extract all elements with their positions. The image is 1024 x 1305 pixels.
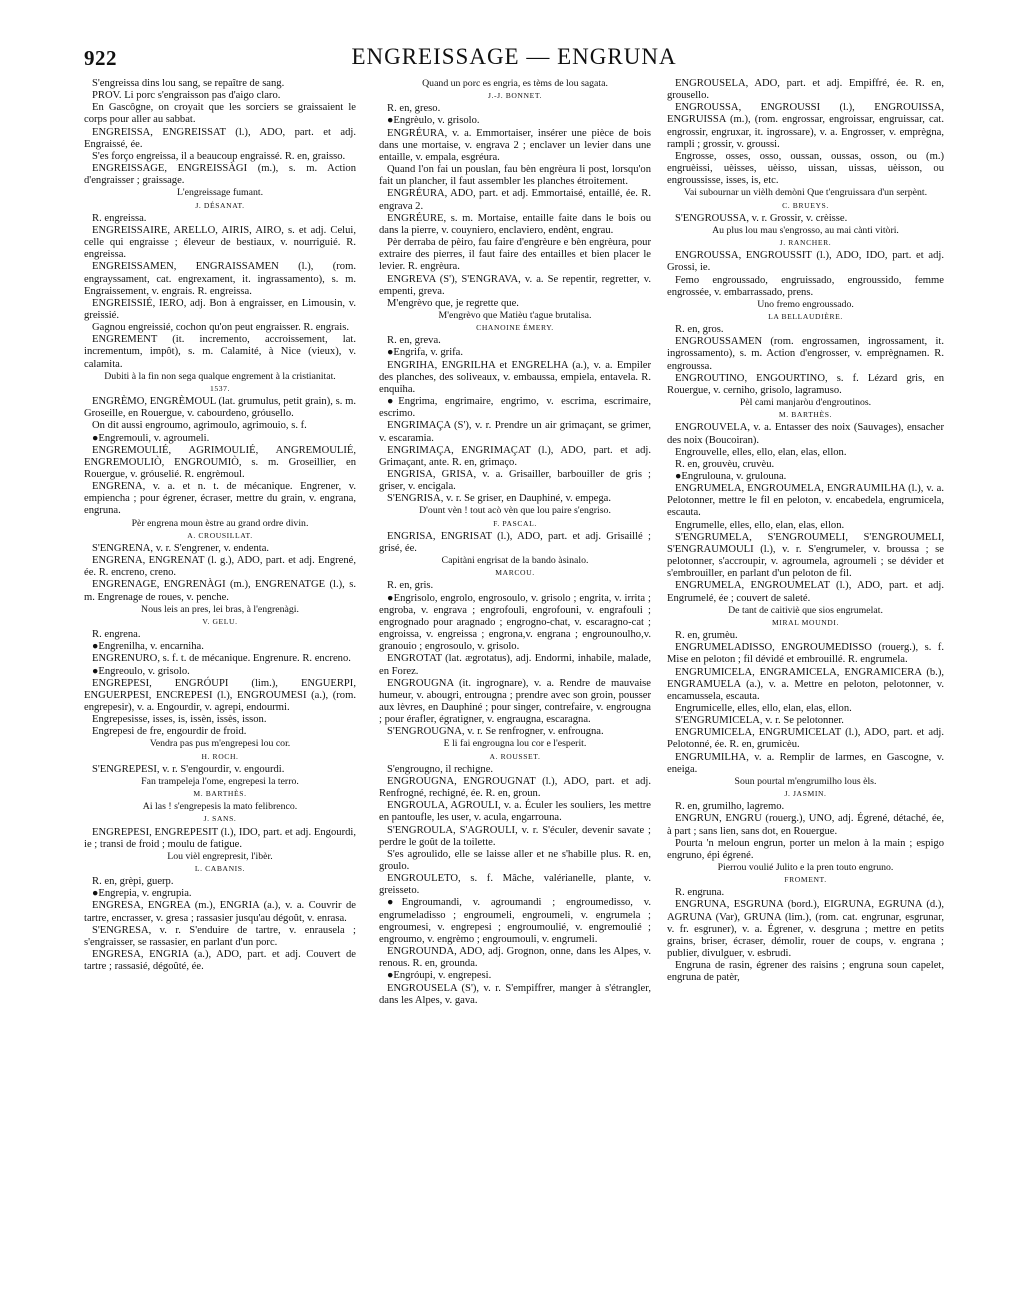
entry-paragraph: ENGROUTINO, ENGOURTINO, s. f. Lézard gris, en Rouergue, v. cerniho, grisolo, lagramuso. — [667, 372, 944, 396]
entry-paragraph: ENGROUGNA, ENGROUGNAT (l.), ADO, part. et adj. Renfrogné, rechigné, ée. R. en, groun. — [379, 775, 651, 800]
citation-author: MARCOU. — [495, 568, 535, 578]
entry-paragraph: S'ENGROUSSA, v. r. Grossir, v. crèisse. — [675, 212, 848, 224]
entry-paragraph: ENGROUSELA, ADO, part. et adj. Empiffré, ée. R. en, grousello. — [667, 78, 944, 102]
entry-paragraph: ENGRÈMO, ENGRÈMOUL (lat. grumulus, petit grain), s. m. Groseille, en Rouergue, v. cabourdeno, gróusello. — [84, 396, 356, 420]
entry-paragraph: S'ENGRESA, v. r. S'enduire de tartre, v. enrausela ; s'engraisser, se rassasier, en parlant d'un porc. — [84, 924, 356, 948]
entry-paragraph: S'ENGRUMICELA, v. r. Se pelotonner. — [675, 715, 844, 727]
entry-paragraph: ENGRUMELA, ENGROUMELAT (l.), ADO, part. et adj. Engrumelé, ée ; couvert de saleté. — [667, 580, 944, 604]
entry-paragraph: ENGRESA, ENGREA (m.), ENGRIA (a.), v. a. Couvrir de tartre, encrasser, v. gresa ; rassasier jusqu'au dégoût, v. enrasa. — [84, 900, 356, 924]
citation-author: FROMENT. — [784, 875, 827, 885]
entry-paragraph: ENGROUSSA, ENGROUSSIT (l.), ADO, IDO, part. et adj. Grossi, ie. — [667, 250, 944, 274]
entry-paragraph: ●Engrisolo, engrolo, engrosoulo, v. grisolo ; engrita, v. irrita ; engroba, v. engrava ; engrofouli, engrofouni, v. engrafouli ; engrognado pour aragnado ; engrogno-chat, v. escaragno-cat ; engroissa, v. engreissa ; engrona,v. engrana ; engrounoulho,v. granouio ; engrosoulo, v. grisolo. — [379, 592, 651, 653]
entry-paragraph: R. en, greso. — [387, 103, 441, 115]
citation-quote: Capitàni engrisat de la bando àsinalo. — [441, 555, 589, 567]
entry-paragraph: Quand l'on fai un pouslan, fau bèn engrèura li post, lorsqu'on fait un plancher, il faut assembler les planches étroitement. — [379, 164, 651, 188]
citation-author: A. ROUSSET. — [489, 751, 541, 761]
column-2 — [379, 78, 651, 1007]
entry-paragraph: ENGRISA, ENGRISAT (l.), ADO, part. et adj. Grisaillé ; grisé, ée. — [379, 530, 651, 554]
entry-paragraph: ENGRENA, ENGRENAT (l. g.), ADO, part. et adj. Engrené, ée. R. encreno, creno. — [84, 555, 356, 579]
entry-paragraph: R. engreissa. — [92, 212, 147, 224]
entry-paragraph: On dit aussi engroumo, agrimoulo, agrimouio, s. f. — [92, 420, 307, 432]
entry-paragraph: ENGREISSA, ENGREISSAT (l.), ADO, part. et adj. Engraissé, ée. — [84, 126, 356, 150]
entry-paragraph: S'es forço engreissa, il a beaucoup engraissé. R. en, graisso. — [92, 150, 346, 162]
entry-paragraph: ENGRUMELADISSO, ENGROUMEDISSO (rouerg.), s. f. Mise en peloton ; fil dévidé et embrouillé. R. engrumela. — [667, 642, 944, 666]
entry-paragraph: Engrosse, osses, osso, oussan, oussas, osson, ou (m.) engruèissi, uèisses, uèisso, uissan, uissas, uèisson, ou engroussisse, isses, is, etc. — [667, 150, 944, 187]
entry-paragraph: ENGRESA, ENGRIA (a.), ADO, part. et adj. Couvert de tartre ; rassasié, dégoûté, ée. — [84, 949, 356, 973]
entry-paragraph: ENGROTAT (lat. ægrotatus), adj. Endormi, inhabile, malade, en Forez. — [379, 653, 651, 677]
entry-paragraph: S'ENGRISA, v. r. Se griser, en Dauphiné, v. empega. — [387, 493, 612, 505]
citation-author: 1537. — [209, 383, 231, 393]
entry-paragraph: ENGRÉURE, s. m. Mortaise, entaille faite dans le bois ou dans la pierre, v. couyniero, enclaviero, endènt, engrau. — [379, 212, 651, 236]
entry-paragraph: Femo engroussado, engruissado, engroussido, femme engrossée, v. embarrassado, prens. — [667, 274, 944, 298]
citation-quote: E li fai engrougna lou cor e l'esperit. — [443, 738, 587, 750]
entry-paragraph: R. engrena. — [92, 629, 141, 641]
entry-paragraph: ENGROUSELA (S'), v. r. S'empiffrer, manger à s'étrangler, dans les Alpes, v. gava. — [379, 982, 651, 1006]
entry-paragraph: R. en, gros. — [675, 324, 724, 336]
entry-paragraph: PROV. Li porc s'engraisson pas d'aigo claro. — [92, 90, 281, 102]
citation-quote: M'engrèvo que Matièu t'ague brutalisa. — [438, 309, 592, 321]
citation-quote: Pierrou voulié Julito e la pren touto engruno. — [717, 862, 894, 873]
entry-paragraph: R. en, greva. — [387, 335, 441, 347]
page-title: ENGREISSAGE — ENGRUNA — [351, 44, 677, 69]
citation-quote: Au plus lou mau s'engrosso, au mai cànti vitòri. — [712, 224, 899, 236]
entry-paragraph: ●Engrifa, v. grifa. — [387, 347, 464, 359]
entry-paragraph: Engrouvelle, elles, ello, elan, elas, ellon. — [675, 446, 847, 458]
entry-paragraph: ENGREVA (S'), S'ENGRAVA, v. a. Se repentir, regretter, v. empenti, greva. — [379, 273, 651, 297]
citation-quote: L'engreissage fumant. — [176, 187, 264, 199]
entry-paragraph: ENGRENA, v. a. et n. t. de mécanique. Engrener, v. empiencha ; pour égrener, écraser, mettre du grain, v. engrana, engruna. — [84, 481, 356, 517]
citation-author: M. BARTHÈS. — [193, 789, 247, 799]
entry-paragraph: ●Engroumandi, v. agroumandi ; engroumedisso, v. engrumeladisso ; engroumeli, engroumeli, v. engrumela ; engroumesi, v. engrepesi ; engroumoulié, v. engremoulié ; engroumo, v. engrèmo ; engroumouli, v. engrumeli. — [379, 897, 651, 945]
entry-paragraph: ENGRUNA, ESGRUNA (bord.), EIGRUNA, EGRUNA (d.), AGRUNA (Var), GRUNA (lim.), (rom. cat. engrunar, esgrunar, v. fr. esgruner), v. a. Égrener, v. desgruna ; mettre en petits grains, briser, écraser, démolir, rouer de coups, v. engrana ; publier, divulguer, v. esbrudi. — [667, 899, 944, 960]
entry-paragraph: Engrepesi de fre, engourdir de froid. — [92, 726, 247, 738]
entry-paragraph: S'ENGRUMELA, S'ENGROUMELI, S'ENGROUMELI, S'ENGRAUMOULI (l.), v. r. S'engrumeler, v. broussa ; se pelotonner, s'accroupir, v. agroumela, agroumeli ; se dévider et s'embrouiller, en parlant d'un peloton de fil. — [667, 531, 944, 580]
entry-paragraph: ENGRENURO, s. f. t. de mécanique. Engrenure. R. encreno. — [92, 653, 351, 665]
entry-paragraph: ENGREPESI, ENGRÓUPI (lim.), ENGUERPI, ENGUERPESI, ENCREPESI (l.), ENGROUMESI (a.), (rom. engrepesir), v. a. Engourdir, v. agrepi, endourmi. — [84, 677, 356, 713]
entry-paragraph: ENGREISSIÉ, IERO, adj. Bon à engraisser, en Limousin, v. greissié. — [84, 297, 356, 321]
citation-quote: Uno fremo engroussado. — [757, 298, 854, 310]
citation-author: J.-J. BONNET. — [487, 91, 543, 101]
entry-paragraph: ENGRÉURA, v. a. Emmortaiser, insérer une pièce de bois dans une mortaise, v. engrava 2 ; enclaver un levier dans une entaille, v. empala, esgréura. — [379, 127, 651, 163]
entry-paragraph: R. en, grumilho, lagremo. — [675, 801, 785, 813]
citation-author: A. CROUSILLAT. — [187, 530, 253, 540]
citation-author: C. BRUEYS. — [782, 200, 829, 210]
citation-quote: De tant de caitiviè que sios engrumelat. — [728, 604, 883, 616]
entry-paragraph: ENGREISSAMEN, ENGRAISSAMEN (l.), (rom. engrayssament, cat. engrexament, it. ingrassamento), s. m. Engraissement, v. engrais. R. engreissa. — [84, 261, 356, 297]
citation-author: MIRAL MOUNDI. — [772, 617, 839, 627]
citation-author: CHANOINE ÉMERY. — [476, 323, 554, 333]
citation-author: M. BARTHÈS. — [778, 410, 833, 420]
citation-quote: D'ount vèn ! tout acò vèn que lou paire s'engriso. — [419, 505, 611, 517]
entry-paragraph: ENGRIHA, ENGRILHA et ENGRELHA (a.), v. a. Empiler des planches, des soliveaux, v. embaussa, empiela, entavela. R. enquiha. — [379, 359, 651, 395]
citation-author: H. ROCH. — [201, 751, 239, 761]
citation-quote: Quand un porc es engria, es tèms de lou sagata. — [422, 78, 608, 89]
citation-quote: Lou vièl engrepresit, l'ibèr. — [167, 850, 273, 862]
entry-paragraph: ENGROULA, AGROULI, v. a. Éculer les souliers, les mettre en pantoufle, les user, v. acula, engarrouna. — [379, 800, 651, 824]
entry-paragraph: ENGROUNDA, ADO, adj. Grognon, onne, dans les Alpes, v. renous. R. en, grounda. — [379, 946, 651, 970]
citation-quote: Ai las ! s'engrepesis la mato felibrenco. — [142, 801, 298, 813]
entry-paragraph: ENGREISSAIRE, ARELLO, AIRIS, AIRO, s. et adj. Celui, celle qui engraisse ; éleveur de bestiaux, v. nourriguié. R. engreissa. — [84, 224, 356, 261]
column-3 — [667, 78, 944, 985]
entry-paragraph: ENGREMOULIÉ, AGRIMOULIÉ, ANGREMOULIÉ, ENGREMOULIÒ, ENGROUMIÒ, s. m. Groseillier, en Rouergue, v. gróuselié. R. engrèmoul. — [84, 444, 356, 480]
entry-paragraph: ENGRUMILHA, v. a. Remplir de larmes, en Gascogne, v. eneiga. — [667, 751, 944, 775]
entry-paragraph: R. engruna. — [675, 887, 725, 899]
entry-paragraph: ENGRISA, GRISA, v. a. Grisailler, barbouiller de gris ; griser, v. encigala. — [379, 469, 651, 493]
entry-paragraph: ENGROUGNA (it. ingrognare), v. a. Rendre de mauvaise humeur, v. abougri, entrougna ; prendre avec son groin, pousser aux lèvres, en Dauphiné ; pour singer, contrefaire, v. engrougna ; pour érafler, égratigner, v. engraugna, escaragna. — [379, 677, 651, 726]
entry-paragraph: ENGRÉURA, ADO, part. et adj. Emmortaisé, entaillé, ée. R. engrava 2. — [379, 188, 651, 212]
entry-paragraph: S'es agroulido, elle se laisse aller et ne s'habille plus. R. en, groulo. — [379, 848, 651, 872]
citation-quote: Pèr engrena moun èstre au grand ordre divin. — [131, 517, 309, 529]
entry-paragraph: ●Engróupi, v. engrepesi. — [387, 970, 492, 982]
page-header — [84, 44, 944, 74]
citation-author: V. GELU. — [202, 616, 238, 626]
entry-paragraph: Pourta 'n meloun engrun, porter un melon à la main ; espigo engruno, épi égrené. — [667, 837, 944, 861]
entry-paragraph: ENGRUMELA, ENGROUMELA, ENGRAUMILHA (l.), v. a. Pelotonner, mettre le fil en peloton, v. encabedela, engrumicela, escauta. — [667, 483, 944, 519]
entry-paragraph: ENGRIMAÇA, ENGRIMAÇAT (l.), ADO, part. et adj. Grimaçant, ante. R. en, grimaço. — [379, 444, 651, 468]
entry-paragraph: S'ENGROUGNA, v. r. Se renfrogner, v. enfrougna. — [387, 726, 604, 738]
entry-paragraph: Engruna de rasin, égrener des raisins ; engruna soun capelet, engruna de patèr, — [667, 960, 944, 984]
entry-paragraph: ●Engrenilha, v. encarniha. — [92, 641, 204, 653]
entry-paragraph: R. en, gris. — [387, 580, 434, 592]
citation-quote: Nous leis an pres, lei bras, à l'engrenàgi. — [141, 603, 299, 615]
entry-paragraph: Gagnou engreissié, cochon qu'on peut engraisser. R. engrais. — [92, 322, 349, 334]
entry-paragraph: ENGRUN, ENGRU (rouerg.), UNO, adj. Égrené, détaché, ée, à part ; sans lien, sans dot, en Rouergue. — [667, 813, 944, 837]
entry-paragraph: S'engrougno, il rechigne. — [387, 763, 494, 775]
entry-paragraph: M'engrèvo que, je regrette que. — [387, 297, 519, 309]
entry-paragraph: R. en, grumèu. — [675, 630, 738, 642]
entry-paragraph: ●Engrulouna, v. grulouna. — [675, 471, 787, 482]
citation-author: L. CABANIS. — [194, 864, 246, 873]
citation-author: J. DÉSANAT. — [195, 200, 245, 210]
entry-paragraph: ●Engrèulo, v. grisolo. — [387, 115, 480, 127]
citation-quote: Dubiti à la fin non sega qualque engrement à la cristianitat. — [104, 370, 336, 382]
entry-paragraph: S'ENGREPESI, v. r. S'engourdir, v. engourdi. — [92, 763, 285, 775]
entry-paragraph: Engrepesisse, isses, is, issèn, issès, isson. — [92, 714, 267, 726]
citation-quote: Soun pourtal m'engrumilho lous èls. — [734, 775, 877, 787]
entry-paragraph: ENGRIMAÇA (S'), v. r. Prendre un air grimaçant, se grimer, v. escaramia. — [379, 420, 651, 444]
entry-paragraph: ENGRENAGE, ENGRENÀGI (m.), ENGRENATGE (l.), s. m. Engrenage de roues, v. penche. — [84, 579, 356, 603]
entry-paragraph: S'engreissa dins lou sang, se repaître de sang. — [92, 78, 285, 89]
entry-paragraph: ENGROULETO, s. f. Mâche, valérianelle, plante, v. greisseto. — [379, 873, 651, 897]
entry-paragraph: ENGRUMICELA, ENGRUMICELAT (l.), ADO, part. et adj. Pelotonné, ée. R. en, grumicèu. — [667, 727, 944, 751]
entry-paragraph: ENGROUVELA, v. a. Entasser des noix (Sauvages), ensacher des noix (Boucoiran). — [667, 422, 944, 446]
entry-paragraph: En Gascôgne, on croyait que les sorciers se graissaient le corps pour aller au sabbat. — [84, 102, 356, 126]
citation-author: F. PASCAL. — [493, 518, 537, 528]
citation-author: LA BELLAUDIÈRE. — [768, 311, 843, 321]
citation-quote: Vendra pas pus m'engrepesi lou cor. — [149, 738, 291, 750]
entry-paragraph: ENGREISSAGE, ENGREISSÀGI (m.), s. m. Action d'engraisser ; graissage. — [84, 163, 356, 187]
entry-paragraph: ENGROUSSAMEN (rom. engrossamen, ingrossament, it. ingrossamento), s. m. Action d'engrosser, v. emprègnamen. R. engroussa. — [667, 336, 944, 372]
citation-author: J. RANCHER. — [779, 238, 832, 248]
entry-paragraph: ENGREMENT (it. incremento, accroissement, lat. incrementum, impôt), s. m. Calamité, à Nice (vieux), v. calamita. — [84, 334, 356, 370]
column-1 — [84, 78, 356, 973]
citation-quote: Fan trampeleja l'ome, engrepesi la terro. — [141, 775, 299, 787]
entry-paragraph: S'ENGROULA, S'AGROULI, v. r. S'éculer, devenir savate ; perdre le goût de la toilette. — [379, 824, 651, 848]
citation-author: J. SANS. — [203, 814, 237, 824]
entry-paragraph: Engrumelle, elles, ello, elan, elas, ellon. — [675, 519, 845, 531]
entry-paragraph: ENGREPESI, ENGREPESIT (l.), IDO, part. et adj. Engourdi, ie ; transi de froid ; moulu de fatigue. — [84, 826, 356, 850]
entry-paragraph: S'ENGRENA, v. r. S'engrener, v. endenta. — [92, 542, 270, 554]
citation-quote: Vai subournar un vièlh demòni Que t'engruissara d'un serpènt. — [683, 187, 928, 199]
entry-paragraph: ENGRUMICELA, ENGRAMICELA, ENGRAMICERA (b.), ENGRAMUELA (a.), v. a. Mettre en peloton, pelotonner, v. encamussela, escauta. — [667, 666, 944, 702]
entry-paragraph: ENGROUSSA, ENGROUSSI (l.), ENGROUISSA, ENGRUISSA (m.), (rom. engrossar, engroissar, engruissar, cat. engrossir, engruxar, it. ingrossare), v. a. Engrosser, v. emprègna, rampli ; grossir, v. groussi. — [667, 102, 944, 150]
entry-paragraph: ●Engremouli, v. agroumeli. — [92, 432, 210, 444]
entry-paragraph: ●Engreoulo, v. grisolo. — [92, 665, 190, 677]
entry-paragraph: ●Engrepia, v. engrupia. — [92, 888, 192, 900]
page-number: 922 — [84, 46, 117, 70]
entry-paragraph: Pèr derraba de pèiro, fau faire d'engrèure e bèn engrèura, pour extraire des pierres, il faut faire des entailles et bien placer le levier. R. engrèura. — [379, 237, 651, 273]
citation-author: J. JASMIN. — [784, 789, 827, 799]
entry-paragraph: Engrumicelle, elles, ello, elan, elas, ellon. — [675, 702, 852, 714]
citation-quote: Pèl cami manjaròu d'engroutinos. — [739, 397, 872, 409]
entry-paragraph: R. en, grèpi, guerp. — [92, 876, 174, 888]
entry-paragraph: R. en, grouvèu, cruvèu. — [675, 458, 775, 470]
entry-paragraph: ●Engrima, engrimaire, engrimo, v. escrima, escrimaire, escrimo. — [379, 396, 651, 420]
